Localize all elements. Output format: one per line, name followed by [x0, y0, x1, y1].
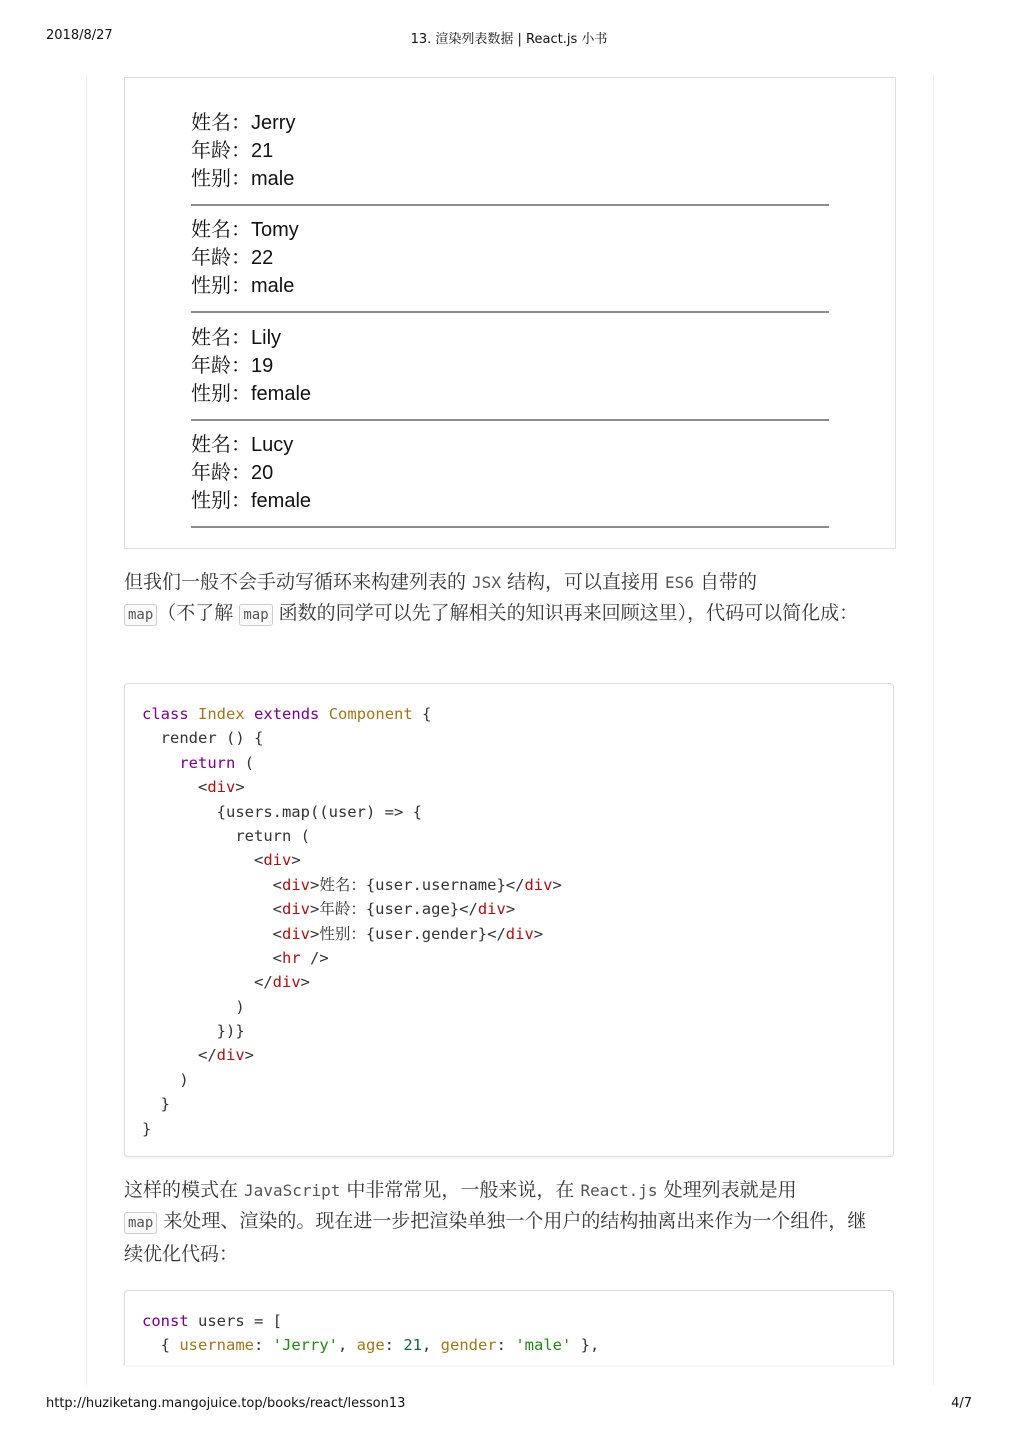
code-token: 'Jerry'	[272, 1336, 338, 1355]
code-token: <	[142, 900, 282, 919]
code-token: </	[142, 973, 273, 992]
code-line	[142, 1333, 893, 1357]
user-name-line: 姓名：Lucy	[191, 434, 294, 456]
code-token: <	[142, 778, 208, 797]
code-content[interactable]	[125, 684, 893, 1141]
code-token: gender	[440, 1336, 497, 1355]
code-line	[142, 1117, 893, 1141]
inline-code: React.js	[580, 1181, 658, 1200]
list-item	[191, 216, 829, 313]
code-line	[142, 1092, 893, 1116]
code-token: div	[477, 900, 506, 919]
code-line	[142, 848, 893, 872]
text: 处理列表就是用	[657, 1179, 797, 1201]
code-token: },	[571, 1336, 600, 1355]
code-token: ,	[337, 1336, 357, 1355]
inline-code-chip: map	[124, 1212, 157, 1234]
code-token: >	[291, 851, 301, 870]
text: 函数的同学可以先了解相关的知识再来回顾这里），代码可以简化成：	[272, 602, 859, 624]
page-url: http://huziketang.mangojuice.top/books/react/lesson13	[46, 1396, 406, 1411]
code-token: </	[142, 1046, 217, 1065]
code-token: age	[356, 1336, 385, 1355]
code-line	[142, 800, 893, 824]
code-token: }	[142, 1095, 170, 1114]
user-age-line: 年龄：19	[191, 355, 274, 377]
code-token: :	[384, 1336, 404, 1355]
code-token: })}	[142, 1022, 245, 1041]
code-token: <	[142, 851, 264, 870]
code-token: div	[281, 924, 310, 943]
user-name-line: 姓名：Tomy	[191, 219, 299, 241]
code-token: />	[300, 948, 329, 967]
code-token: }	[142, 1119, 152, 1138]
code-token: Component	[328, 705, 413, 723]
code-token: :	[253, 1336, 273, 1355]
code-token	[189, 705, 198, 723]
code-token: div	[505, 924, 534, 943]
code-token: <	[142, 924, 282, 943]
text: 这样的模式在	[124, 1179, 245, 1201]
code-token: users = [	[188, 1312, 282, 1330]
code-block-index-component[interactable]	[124, 683, 894, 1157]
list-item	[191, 431, 829, 528]
code-token: const	[142, 1312, 189, 1330]
code-token: render () {	[142, 729, 264, 748]
code-token: >	[235, 778, 245, 797]
code-token: div	[281, 875, 310, 894]
user-age-line: 年龄：20	[191, 462, 274, 484]
code-token: >姓名：{user.username}</	[309, 875, 525, 894]
code-token: >	[300, 973, 310, 992]
text: （不了解	[157, 602, 240, 624]
code-token: Index	[198, 705, 245, 723]
code-line	[142, 995, 893, 1019]
paragraph-map-pattern	[124, 1175, 884, 1270]
code-line	[142, 1068, 893, 1092]
list-item	[191, 324, 829, 421]
code-token: >	[533, 924, 544, 943]
text: 自带的	[693, 571, 757, 593]
code-token: {	[412, 705, 432, 723]
inline-code-chip: map	[124, 604, 157, 626]
user-age-line: 年龄：22	[191, 247, 274, 269]
divider	[191, 419, 829, 421]
code-token: extends	[254, 705, 320, 723]
inline-code: JavaScript	[244, 1181, 341, 1200]
code-token: 'male'	[515, 1336, 572, 1355]
code-line	[142, 1043, 893, 1067]
code-line	[142, 873, 893, 897]
code-line	[142, 1309, 893, 1333]
code-token: >	[244, 1046, 254, 1065]
code-line	[142, 1019, 893, 1043]
text: 来处理、渲染的。现在进一步把渲染单独一个用户的结构抽离出来作为一个组件，继续优化代码：	[124, 1210, 867, 1265]
code-token: >	[505, 900, 516, 919]
code-token: <	[142, 875, 282, 894]
code-token: >性别：{user.gender}</	[309, 924, 506, 943]
user-name-line: 姓名：Lily	[191, 327, 282, 349]
page-number: 4/7	[951, 1396, 972, 1411]
rendered-list-demo	[124, 77, 896, 549]
user-gender-line: 性别：female	[191, 490, 312, 512]
code-token: div	[207, 778, 236, 797]
code-token: >	[552, 875, 562, 894]
code-token: )	[142, 1070, 189, 1089]
code-line	[142, 824, 893, 848]
inline-code-chip: map	[239, 604, 272, 626]
code-line	[142, 970, 893, 994]
user-name-line: 姓名：Jerry	[191, 112, 296, 134]
code-content[interactable]	[125, 1291, 893, 1358]
code-token: )	[142, 997, 245, 1016]
text: 中非常常见，一般来说，在	[340, 1179, 581, 1201]
code-token: class	[142, 705, 189, 723]
print-date: 2018/8/27	[46, 28, 113, 43]
text: 但我们一般不会手动写循环来构建列表的	[124, 571, 473, 593]
divider	[191, 526, 829, 528]
user-gender-line: 性别：male	[191, 275, 295, 297]
code-token: hr	[281, 948, 301, 967]
code-token: div	[263, 851, 292, 870]
code-token: return (	[142, 826, 310, 845]
code-token: 21	[403, 1336, 422, 1355]
user-gender-line: 性别：female	[191, 383, 312, 405]
user-age-line: 年龄：21	[191, 140, 274, 162]
code-token: div	[524, 875, 553, 894]
code-line	[142, 726, 893, 750]
code-token: >年龄：{user.age}</	[309, 900, 478, 919]
print-title: 13. 渲染列表数据 | React.js 小书	[410, 32, 608, 47]
code-token	[319, 705, 328, 723]
code-token: div	[281, 900, 310, 919]
divider	[191, 204, 829, 206]
code-line	[142, 946, 893, 970]
divider	[191, 311, 829, 313]
code-line	[142, 897, 893, 921]
code-line	[142, 751, 893, 775]
code-line	[142, 922, 893, 946]
code-token: ,	[422, 1336, 441, 1355]
code-token: :	[496, 1336, 516, 1355]
code-token: <	[142, 948, 282, 967]
user-gender-line: 性别：male	[191, 168, 295, 190]
inline-code: ES6	[665, 573, 694, 592]
code-line	[142, 702, 893, 726]
code-token: username	[179, 1336, 254, 1355]
list-item	[191, 109, 829, 206]
code-token	[142, 754, 179, 772]
code-token: (	[235, 753, 254, 772]
inline-code: JSX	[472, 573, 501, 592]
code-token: {	[142, 1336, 180, 1355]
code-token	[245, 705, 254, 723]
paragraph-map-intro	[124, 567, 884, 631]
code-token: div	[272, 973, 301, 992]
code-block-users-array[interactable]	[124, 1290, 894, 1365]
code-token: {users.map((user) => {	[142, 802, 422, 821]
code-line	[142, 775, 893, 799]
code-token: div	[216, 1046, 245, 1065]
code-token: return	[179, 753, 236, 772]
text: 结构，可以直接用	[500, 571, 666, 593]
